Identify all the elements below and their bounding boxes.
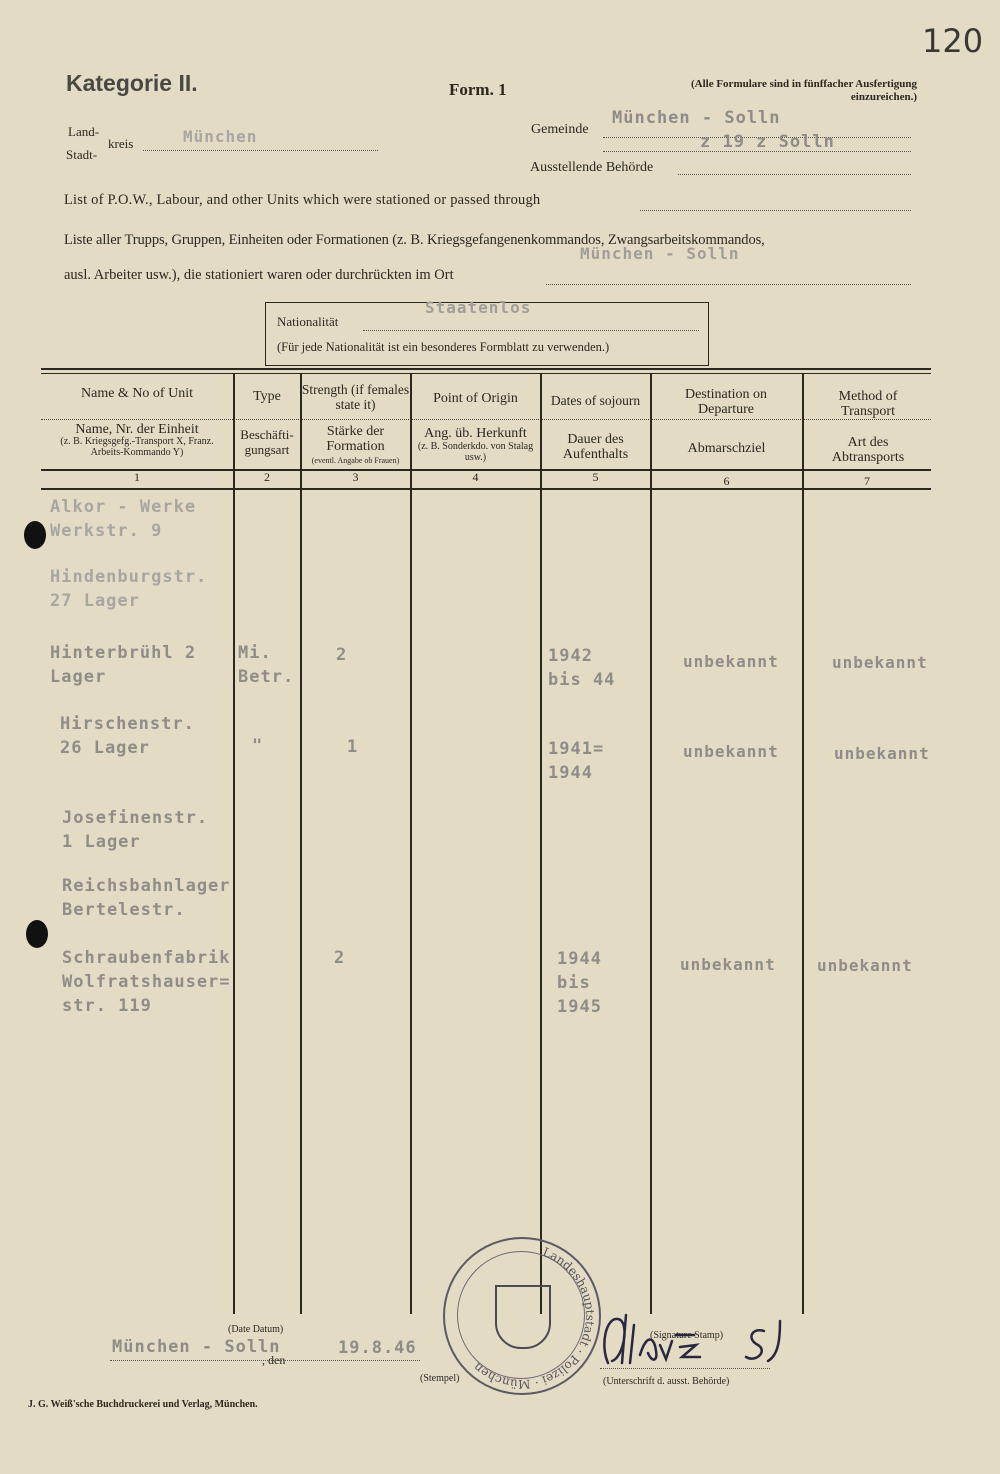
col7-header-en: Method of Transport	[838, 389, 898, 419]
list-english-line	[640, 210, 911, 211]
col1-header-en: Name & No of Unit	[81, 386, 193, 401]
footer-den: , den	[262, 1353, 286, 1367]
district-line	[143, 150, 378, 151]
table-top-rule	[41, 368, 931, 370]
header-divider	[41, 419, 931, 420]
stadt-label: Stadt-	[66, 147, 98, 162]
row7-transport: unbekannt	[817, 956, 913, 975]
nationality-line	[363, 330, 699, 331]
nationality-label: Nationalität	[277, 314, 339, 329]
category-title: Kategorie II.	[66, 70, 198, 96]
list-german-1: Liste aller Trupps, Gruppen, Einheiten oder Formationen (z. B. Kriegsgefangenenkommandos, Zwangsarbeitskommandos,	[64, 232, 765, 248]
footer-place: München - Solln	[112, 1337, 281, 1357]
col6-number: 6	[723, 474, 730, 488]
footer-date-line	[110, 1360, 420, 1361]
row4-transport: unbekannt	[834, 744, 930, 763]
gemeinde-value-2: z 19 z Solln	[700, 132, 835, 152]
col6-header-en: Destination on Departure	[684, 387, 768, 417]
col3-header-de-note: (eventl. Angabe ob Frauen)	[311, 456, 400, 465]
col1-header-de-note: (z. B. Kriegsgefg.-Transport X, Franz. Arbeits-Kommando Y)	[60, 436, 214, 458]
col4-header-en: Point of Origin	[433, 391, 518, 406]
nationality-note: (Für jede Nationalität ist ein besonderes Formblatt zu verwenden.)	[277, 340, 610, 354]
stamp-ring-text	[445, 1239, 599, 1393]
kreis-label: kreis	[108, 136, 134, 151]
table-top-rule-2	[41, 373, 931, 374]
land-label: Land-	[68, 124, 100, 139]
row3-name: Hinterbrühl 2 Lager	[50, 643, 197, 687]
page-number: 120	[922, 22, 984, 60]
row4-destination: unbekannt	[683, 742, 779, 761]
nationality-value: Staatenlos	[425, 298, 532, 317]
col-divider-3	[410, 374, 412, 1314]
col7-header-de: Art des Abtransports	[831, 435, 905, 465]
col6-header-de: Abmarschziel	[687, 441, 766, 456]
row5-name: Josefinenstr. 1 Lager	[62, 808, 209, 852]
col5-number: 5	[592, 470, 599, 484]
list-german-typed: München - Solln	[580, 244, 740, 263]
gemeinde-label: Gemeinde	[531, 122, 589, 137]
row4-dates: 1941= 1944	[548, 739, 605, 783]
signature-label: (Unterschrift d. ausst. Behörde)	[603, 1376, 730, 1387]
list-english: List of P.O.W., Labour, and other Units which were stationed or passed through	[64, 192, 541, 208]
col-divider-4	[540, 374, 542, 1314]
col5-header-de: Dauer des Aufenthalts	[562, 432, 629, 462]
col4-number: 4	[472, 470, 479, 484]
punch-hole	[26, 920, 48, 948]
handwritten-signature	[596, 1305, 806, 1375]
col3-header-en: Strength (if females state it)	[301, 382, 410, 412]
list-german-line	[546, 284, 911, 285]
col2-header-en: Type	[253, 389, 281, 404]
col-divider-6	[802, 374, 804, 1314]
col1-number: 1	[134, 470, 140, 484]
row2-name: Hindenburgstr. 27 Lager	[50, 567, 208, 611]
col1-header-de: Name, Nr. der Einheit	[75, 422, 199, 437]
stempel-label: (Stempel)	[420, 1373, 460, 1384]
row3-type: Mi. Betr.	[238, 643, 295, 687]
col4-header-de-note: (z. B. Sonderkdo. von Stalag usw.)	[417, 441, 534, 463]
row4-type: "	[252, 736, 264, 756]
row3-transport: unbekannt	[832, 653, 928, 672]
row3-strength: 2	[336, 645, 348, 665]
signature-stamp-label: (Signature Stamp)	[650, 1330, 724, 1341]
punch-hole	[24, 521, 46, 549]
official-stamp	[443, 1237, 601, 1395]
row7-name: Schraubenfabrik Wolfratshauser= str. 119	[62, 948, 231, 1016]
col-divider-5	[650, 374, 652, 1314]
form-label: Form. 1	[449, 80, 507, 99]
col7-number: 7	[864, 474, 870, 488]
col3-header-de: Stärke der Formation	[326, 424, 385, 454]
date-label: (Date Datum)	[228, 1324, 284, 1335]
col-divider-1	[233, 374, 235, 1314]
row3-dates: 1942 bis 44	[548, 646, 616, 690]
row4-strength: 1	[347, 737, 359, 757]
col2-header-de: Beschäfti-gungsart	[240, 427, 294, 457]
gemeinde-value: München - Solln	[612, 108, 781, 128]
footer-date: 19.8.46	[338, 1338, 417, 1358]
row1-name: Alkor - Werke Werkstr. 9	[50, 497, 197, 541]
col5-header-en: Dates of sojourn	[550, 393, 641, 408]
svg-text:Landeshauptstadt · Polizei · M: Landeshauptstadt · Polizei · München	[470, 1244, 598, 1392]
row7-destination: unbekannt	[680, 955, 776, 974]
authority-label: Ausstellende Behörde	[530, 160, 654, 175]
col2-number: 2	[264, 470, 270, 484]
list-german-2: ausl. Arbeiter usw.), die stationiert waren oder durchrückten im Ort	[64, 267, 454, 283]
row6-name: Reichsbahnlager Bertelestr.	[62, 876, 231, 920]
submission-instruction: (Alle Formulare sind in fünffacher Ausfertigung einzureichen.)	[690, 78, 917, 103]
row7-strength: 2	[334, 948, 346, 968]
authority-line	[678, 174, 911, 175]
col4-header-de: Ang. üb. Herkunft	[424, 426, 527, 441]
row7-dates: 1944 bis 1945	[557, 949, 602, 1017]
col-divider-2	[300, 374, 302, 1314]
col3-number: 3	[352, 470, 359, 484]
row4-name: Hirschenstr. 26 Lager	[60, 714, 195, 758]
row3-destination: unbekannt	[683, 652, 779, 671]
district-value: München	[183, 127, 258, 146]
printer-credit: J. G. Weiß'sche Buchdruckerei und Verlag, München.	[28, 1399, 258, 1410]
